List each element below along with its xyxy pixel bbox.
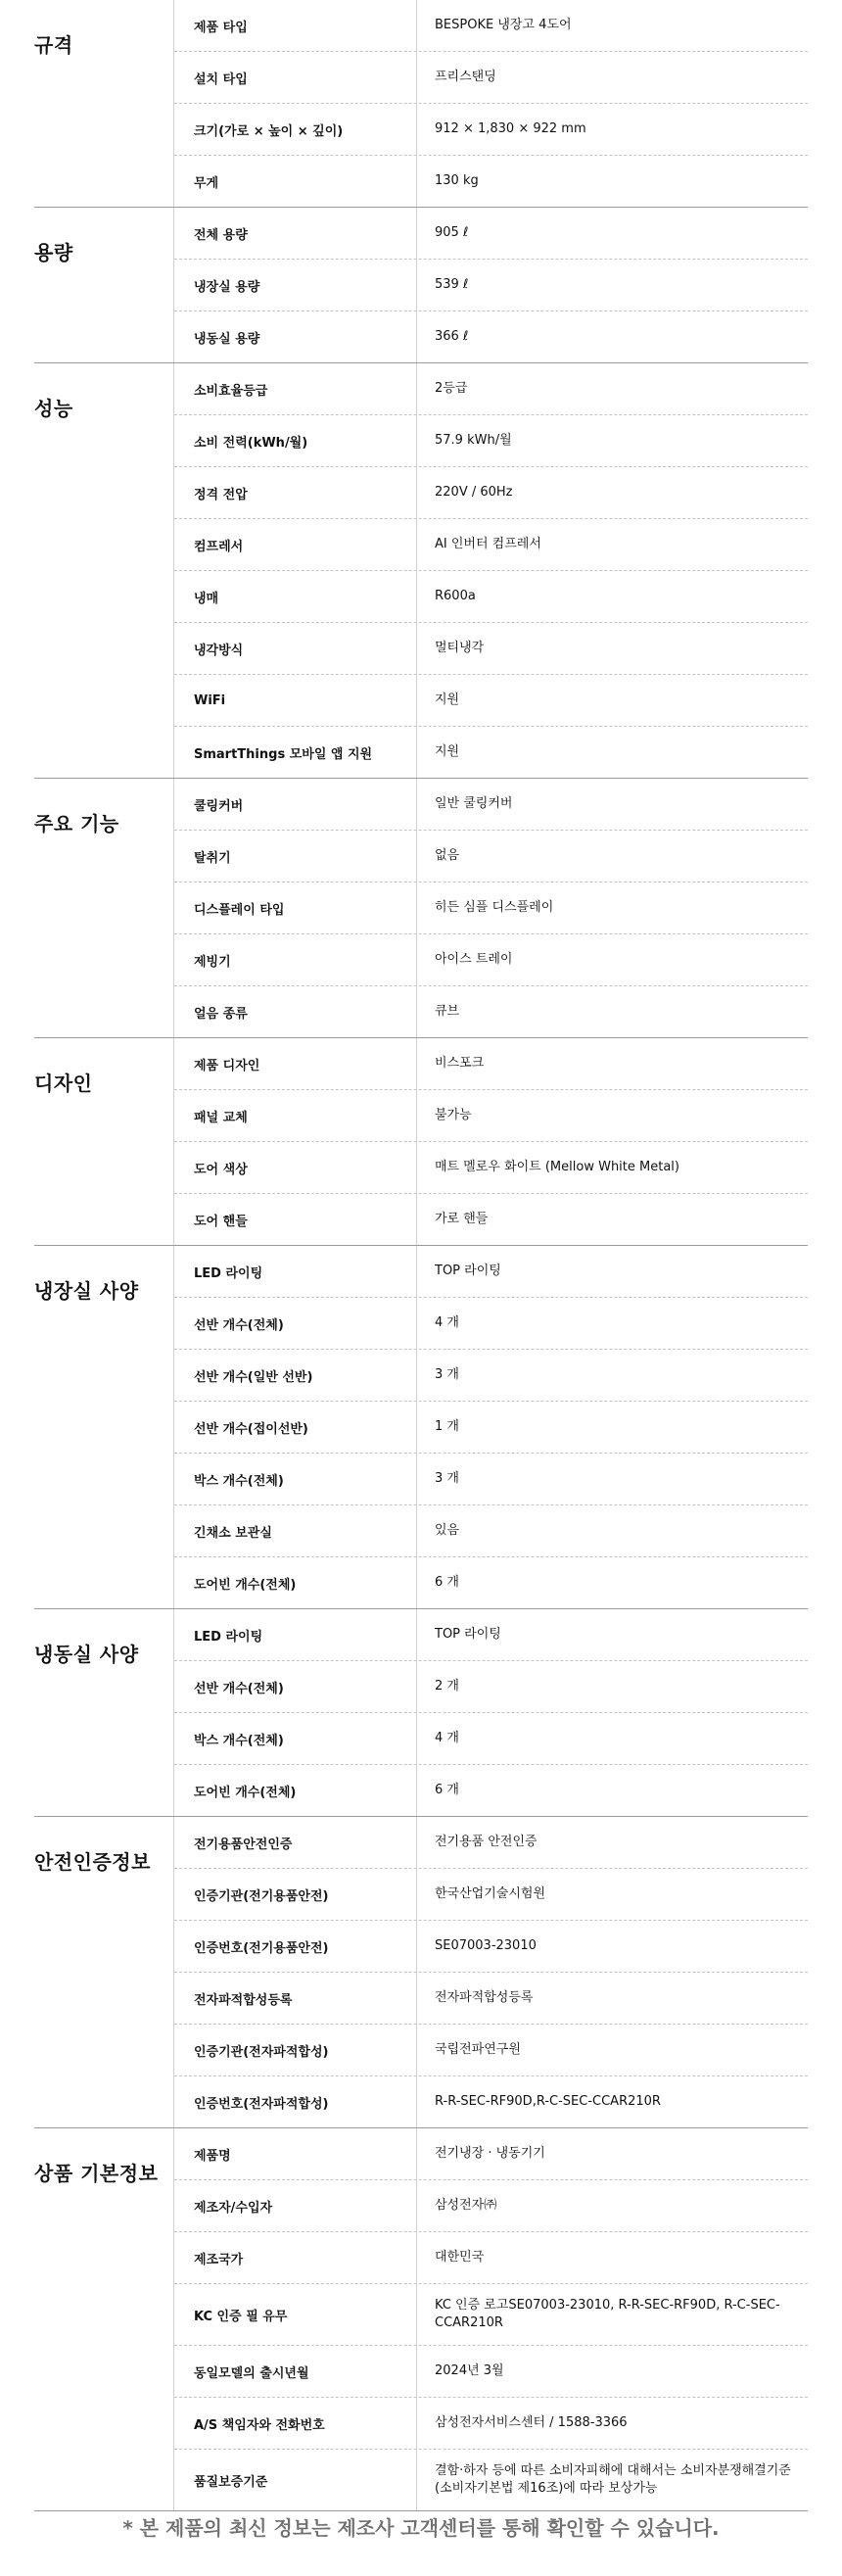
spec-label: 얼음 종류 bbox=[174, 986, 417, 1037]
spec-value: 대한민국 bbox=[435, 2250, 485, 2265]
section-title: 상품 기본정보 bbox=[34, 2162, 159, 2185]
spec-value: 130 kg bbox=[435, 173, 479, 188]
spec-row bbox=[174, 1090, 808, 1142]
spec-value: 한국산업기술시험원 bbox=[435, 1886, 546, 1901]
spec-label: 탈취기 bbox=[174, 831, 417, 882]
spec-value: 멀티냉각 bbox=[435, 641, 485, 655]
spec-value: 큐브 bbox=[435, 1004, 460, 1019]
spec-label: 제품명 bbox=[174, 2128, 417, 2179]
spec-label: 냉매 bbox=[174, 571, 417, 622]
spec-label: 냉각방식 bbox=[174, 623, 417, 674]
spec-row bbox=[174, 2025, 808, 2076]
spec-label: 품질보증기준 bbox=[174, 2450, 417, 2510]
spec-value: 2등급 bbox=[435, 381, 468, 396]
spec-row bbox=[174, 1402, 808, 1454]
spec-row bbox=[174, 2180, 808, 2232]
spec-row bbox=[174, 1454, 808, 1505]
spec-value: 4 개 bbox=[435, 1315, 459, 1330]
spec-label: 냉장실 용량 bbox=[174, 260, 417, 310]
spec-row bbox=[174, 208, 808, 260]
spec-value: 프리스탠딩 bbox=[435, 70, 496, 84]
spec-row bbox=[174, 0, 808, 52]
spec-row bbox=[174, 1505, 808, 1557]
spec-label: 선반 개수(전체) bbox=[174, 1661, 417, 1712]
spec-rows bbox=[173, 1246, 808, 1608]
section-title: 냉동실 사양 bbox=[34, 1643, 139, 1666]
spec-value: 6 개 bbox=[435, 1575, 459, 1590]
spec-value: 삼성전자㈜ bbox=[435, 2198, 497, 2213]
spec-label: 무게 bbox=[174, 156, 417, 207]
spec-label: 제빙기 bbox=[174, 934, 417, 985]
spec-row bbox=[174, 675, 808, 727]
spec-section bbox=[34, 2128, 808, 2511]
spec-row bbox=[174, 2128, 808, 2180]
spec-rows bbox=[173, 779, 808, 1037]
spec-section bbox=[34, 0, 808, 208]
spec-value: 가로 핸들 bbox=[435, 1212, 489, 1226]
spec-row bbox=[174, 1973, 808, 2025]
spec-section bbox=[34, 779, 808, 1038]
spec-value: 지원 bbox=[435, 692, 460, 707]
spec-row bbox=[174, 571, 808, 623]
spec-value: 불가능 bbox=[435, 1108, 472, 1122]
spec-value: 57.9 kWh/월 bbox=[435, 433, 512, 448]
section-title: 디자인 bbox=[34, 1072, 93, 1095]
spec-value: 539 ℓ bbox=[435, 277, 469, 292]
spec-value: KC 인증 로고SE07003-23010, R-R-SEC-RF90D, R-C-SEC-CCAR210R bbox=[435, 2298, 780, 2330]
spec-value: 비스포크 bbox=[435, 1056, 485, 1071]
spec-label: 긴채소 보관실 bbox=[174, 1505, 417, 1556]
spec-label: 냉동실 용량 bbox=[174, 311, 417, 362]
spec-value: TOP 라이팅 bbox=[435, 1264, 501, 1278]
spec-row bbox=[174, 1921, 808, 1973]
spec-label: 선반 개수(전체) bbox=[174, 1298, 417, 1349]
spec-row bbox=[174, 156, 808, 207]
spec-table bbox=[34, 0, 808, 2511]
spec-value: 3 개 bbox=[435, 1367, 459, 1382]
spec-section bbox=[34, 1817, 808, 2128]
spec-label: 도어 핸들 bbox=[174, 1194, 417, 1245]
spec-row bbox=[174, 986, 808, 1037]
spec-row bbox=[174, 779, 808, 831]
spec-value: SE07003-23010 bbox=[435, 1938, 537, 1953]
section-title: 주요 기능 bbox=[34, 812, 119, 835]
spec-value: 1 개 bbox=[435, 1419, 459, 1434]
spec-value: 있음 bbox=[435, 1523, 460, 1538]
spec-row bbox=[174, 415, 808, 467]
spec-label: 전기용품안전인증 bbox=[174, 1817, 417, 1868]
spec-value: 지원 bbox=[435, 744, 460, 759]
spec-label: A/S 책임자와 전화번호 bbox=[174, 2398, 417, 2449]
spec-value: 220V / 60Hz bbox=[435, 485, 513, 500]
spec-label: LED 라이팅 bbox=[174, 1246, 417, 1297]
spec-value: R-R-SEC-RF90D,R-C-SEC-CCAR210R bbox=[435, 2094, 661, 2109]
spec-row bbox=[174, 104, 808, 156]
spec-value: 결함·하자 등에 따른 소비자피해에 대해서는 소비자분쟁해결기준(소비자기본법 제16조)에 따라 보상가능 bbox=[435, 2463, 791, 2496]
spec-label: KC 인증 필 유무 bbox=[174, 2284, 417, 2345]
spec-label: 인증번호(전기용품안전) bbox=[174, 1921, 417, 1972]
spec-row bbox=[174, 2076, 808, 2127]
spec-rows bbox=[173, 0, 808, 207]
spec-row bbox=[174, 467, 808, 519]
spec-label: 인증번호(전자파적합성) bbox=[174, 2076, 417, 2127]
spec-label: 제조국가 bbox=[174, 2232, 417, 2283]
spec-label: 동일모델의 출시년월 bbox=[174, 2346, 417, 2397]
spec-row bbox=[174, 883, 808, 934]
spec-row bbox=[174, 1038, 808, 1090]
spec-rows bbox=[173, 1817, 808, 2127]
spec-label: 선반 개수(일반 선반) bbox=[174, 1350, 417, 1401]
spec-label: 도어빈 개수(전체) bbox=[174, 1557, 417, 1608]
spec-rows bbox=[173, 1609, 808, 1816]
spec-row bbox=[174, 1557, 808, 1608]
spec-label: 패널 교체 bbox=[174, 1090, 417, 1141]
spec-label: 소비 전력(kWh/월) bbox=[174, 415, 417, 466]
spec-value: 905 ℓ bbox=[435, 225, 469, 240]
spec-row bbox=[174, 2346, 808, 2398]
spec-label: 디스플레이 타입 bbox=[174, 883, 417, 933]
spec-row bbox=[174, 2398, 808, 2450]
spec-label: WiFi bbox=[174, 675, 417, 726]
spec-row bbox=[174, 1350, 808, 1402]
spec-value: AI 인버터 컴프레서 bbox=[435, 537, 541, 551]
spec-label: 쿨링커버 bbox=[174, 779, 417, 830]
spec-value: 없음 bbox=[435, 848, 460, 863]
spec-label: LED 라이팅 bbox=[174, 1609, 417, 1660]
spec-label: 인증기관(전기용품안전) bbox=[174, 1869, 417, 1920]
spec-value: 4 개 bbox=[435, 1731, 459, 1745]
spec-row bbox=[174, 934, 808, 986]
spec-section bbox=[34, 1246, 808, 1609]
spec-label: 정격 전압 bbox=[174, 467, 417, 518]
spec-value: 매트 멜로우 화이트 (Mellow White Metal) bbox=[435, 1160, 679, 1174]
spec-label: 도어 색상 bbox=[174, 1142, 417, 1193]
spec-row bbox=[174, 52, 808, 104]
spec-value: 국립전파연구원 bbox=[435, 2042, 521, 2057]
spec-label: 박스 개수(전체) bbox=[174, 1454, 417, 1504]
spec-row bbox=[174, 831, 808, 883]
spec-value: 히든 심플 디스플레이 bbox=[435, 900, 554, 915]
spec-rows bbox=[173, 1038, 808, 1245]
spec-row bbox=[174, 1194, 808, 1245]
spec-value: 2024년 3월 bbox=[435, 2363, 504, 2378]
spec-row bbox=[174, 2284, 808, 2346]
spec-value: 2 개 bbox=[435, 1679, 459, 1693]
spec-row bbox=[174, 1661, 808, 1713]
spec-label: 제조자/수입자 bbox=[174, 2180, 417, 2231]
spec-label: 제품 타입 bbox=[174, 0, 417, 51]
spec-label: 제품 디자인 bbox=[174, 1038, 417, 1089]
spec-value: 3 개 bbox=[435, 1471, 459, 1486]
spec-value: 366 ℓ bbox=[435, 329, 469, 344]
spec-value: 전자파적합성등록 bbox=[435, 1990, 534, 2005]
spec-value: 일반 쿨링커버 bbox=[435, 796, 513, 811]
spec-value: 6 개 bbox=[435, 1783, 459, 1797]
spec-rows bbox=[173, 208, 808, 362]
spec-section bbox=[34, 208, 808, 363]
section-title: 냉장실 사양 bbox=[34, 1279, 139, 1303]
spec-label: 전체 용량 bbox=[174, 208, 417, 259]
section-title: 안전인증정보 bbox=[34, 1850, 151, 1874]
spec-row bbox=[174, 311, 808, 362]
spec-section bbox=[34, 1609, 808, 1817]
spec-label: 컴프레서 bbox=[174, 519, 417, 570]
spec-row bbox=[174, 1142, 808, 1194]
spec-value: TOP 라이팅 bbox=[435, 1627, 501, 1642]
spec-row bbox=[174, 2232, 808, 2284]
spec-row bbox=[174, 2450, 808, 2510]
spec-value: 아이스 트레이 bbox=[435, 952, 513, 967]
spec-row bbox=[174, 1765, 808, 1816]
spec-value: 삼성전자서비스센터 / 1588-3366 bbox=[435, 2415, 628, 2430]
spec-value: BESPOKE 냉장고 4도어 bbox=[435, 18, 572, 32]
spec-label: SmartThings 모바일 앱 지원 bbox=[174, 727, 417, 778]
spec-row bbox=[174, 1869, 808, 1921]
spec-row bbox=[174, 1713, 808, 1765]
spec-label: 설치 타입 bbox=[174, 52, 417, 103]
spec-row bbox=[174, 519, 808, 571]
spec-value: R600a bbox=[435, 589, 476, 603]
spec-label: 인증기관(전자파적합성) bbox=[174, 2025, 417, 2075]
spec-row bbox=[174, 1609, 808, 1661]
footnote: * 본 제품의 최신 정보는 제조사 고객센터를 통해 확인할 수 있습니다. bbox=[122, 2516, 720, 2540]
spec-label: 크기(가로 × 높이 × 깊이) bbox=[174, 104, 417, 155]
spec-label: 소비효율등급 bbox=[174, 363, 417, 414]
spec-rows bbox=[173, 2128, 808, 2510]
spec-row bbox=[174, 1246, 808, 1298]
spec-row bbox=[174, 623, 808, 675]
spec-row bbox=[174, 1298, 808, 1350]
section-title: 용량 bbox=[34, 241, 73, 264]
section-title: 규격 bbox=[34, 33, 73, 57]
spec-section bbox=[34, 1038, 808, 1246]
spec-label: 도어빈 개수(전체) bbox=[174, 1765, 417, 1816]
spec-row bbox=[174, 363, 808, 415]
spec-label: 박스 개수(전체) bbox=[174, 1713, 417, 1764]
spec-row bbox=[174, 1817, 808, 1869]
spec-value: 전기냉장 · 냉동기기 bbox=[435, 2146, 545, 2161]
spec-rows bbox=[173, 363, 808, 778]
spec-value: 전기용품 안전인증 bbox=[435, 1835, 538, 1849]
spec-label: 선반 개수(접이선반) bbox=[174, 1402, 417, 1453]
spec-row bbox=[174, 727, 808, 778]
spec-value: 912 × 1,830 × 922 mm bbox=[435, 121, 586, 136]
section-title: 성능 bbox=[34, 397, 73, 420]
spec-row bbox=[174, 260, 808, 311]
spec-label: 전자파적합성등록 bbox=[174, 1973, 417, 2024]
spec-section bbox=[34, 363, 808, 779]
